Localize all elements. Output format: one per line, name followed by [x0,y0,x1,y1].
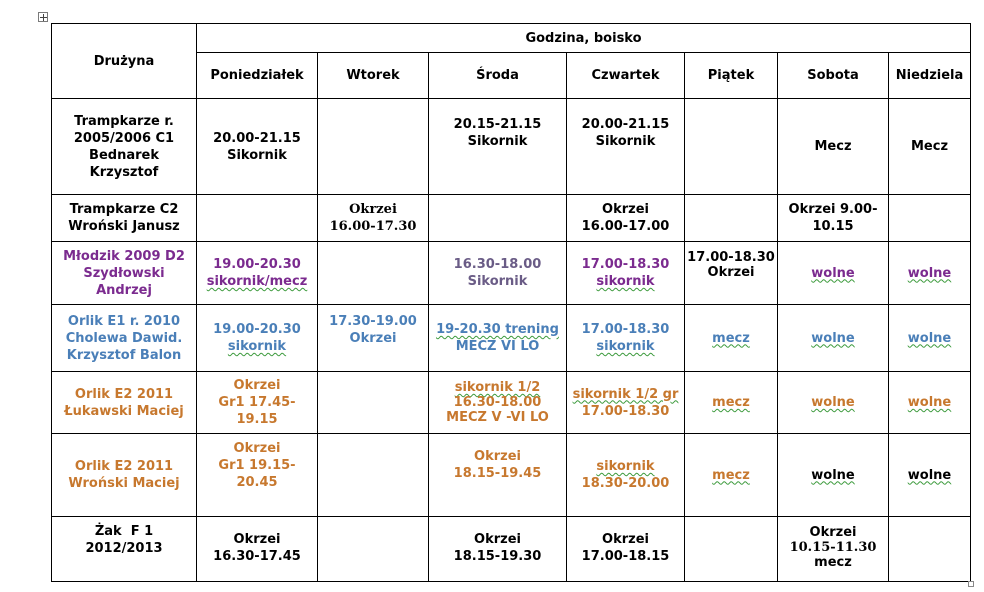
schedule-cell: 16.30-18.00 Sikornik [429,242,567,305]
table-row [52,305,971,372]
table-row [52,372,971,434]
schedule-cell [889,517,971,582]
schedule-cell [889,195,971,242]
schedule-cell: wolne [889,242,971,305]
table-row [52,242,971,305]
table-row [52,195,971,242]
schedule-cell: 17.00-18.30 Okrzei [685,242,778,305]
header-day-tuesday: Wtorek [318,53,429,99]
team-cell: Młodzik 2009 D2 Szydłowski Andrzej [52,242,197,305]
schedule-cell: Okrzei Gr1 19.15- 20.45 [197,434,318,517]
team-cell: Orlik E2 2011 Łukawski Maciej [52,372,197,434]
schedule-cell: Okrzei 17.00-18.15 [567,517,685,582]
schedule-cell [685,99,778,195]
schedule-cell [685,517,778,582]
table-row [52,434,971,517]
schedule-cell [429,195,567,242]
schedule-cell: wolne [778,434,889,517]
schedule-cell: Okrzei 9.00- 10.15 [778,195,889,242]
table-move-handle[interactable] [38,12,48,22]
table-resize-handle[interactable] [968,581,974,587]
header-day-thursday: Czwartek [567,53,685,99]
schedule-cell: wolne [778,372,889,434]
schedule-cell: Okrzei 18.15-19.45 [429,434,567,517]
schedule-cell: 17.00-18.30 sikornik [567,305,685,372]
team-cell: Trampkarze C2 Wroński Janusz [52,195,197,242]
header-day-wednesday: Środa [429,53,567,99]
schedule-cell: Okrzei 16.30-17.45 [197,517,318,582]
schedule-cell [197,195,318,242]
schedule-cell: wolne [889,372,971,434]
training-schedule-table [51,23,971,582]
header-day-monday: Poniedziałek [197,53,318,99]
schedule-cell: Mecz [778,99,889,195]
schedule-cell: 20.15-21.15 Sikornik [429,99,567,195]
schedule-cell: sikornik 1/2 gr 17.00-18.30 [567,372,685,434]
schedule-cell: Okrzei Gr1 17.45- 19.15 [197,372,318,434]
team-cell: Żak F 1 2012/2013 [52,517,197,582]
header-day-saturday: Sobota [778,53,889,99]
header-team: Drużyna [52,24,197,99]
schedule-cell: 19.00-20.30 sikornik [197,305,318,372]
schedule-cell: 19.00-20.30 sikornik/mecz [197,242,318,305]
schedule-cell: 20.00-21.15 Sikornik [567,99,685,195]
header-day-sunday: Niedziela [889,53,971,99]
schedule-cell: 17.00-18.30 sikornik [567,242,685,305]
schedule-cell: Okrzei 10.15-11.30 mecz [778,517,889,582]
schedule-cell: Okrzei 16.00-17.30 [318,195,429,242]
schedule-cell: Okrzei 18.15-19.30 [429,517,567,582]
schedule-cell: mecz [685,434,778,517]
schedule-cell: sikornik 1/2 16.30-18.00 MECZ V -VI LO [429,372,567,434]
schedule-cell [318,99,429,195]
schedule-cell [318,372,429,434]
schedule-cell: wolne [778,242,889,305]
schedule-cell: 17.30-19.00 Okrzei [318,305,429,372]
schedule-cell: 20.00-21.15 Sikornik [197,99,318,195]
schedule-cell: 19-20.30 trening MECZ VI LO [429,305,567,372]
schedule-cell: wolne [889,305,971,372]
schedule-cell: mecz [685,372,778,434]
header-group: Godzina, boisko [197,24,971,53]
schedule-cell: Mecz [889,99,971,195]
schedule-cell [685,195,778,242]
schedule-cell: sikornik 18.30-20.00 [567,434,685,517]
team-cell: Orlik E2 2011 Wroński Maciej [52,434,197,517]
schedule-cell [318,242,429,305]
schedule-cell: Okrzei 16.00-17.00 [567,195,685,242]
schedule-cell: wolne [778,305,889,372]
team-cell: Orlik E1 r. 2010 Cholewa Dawid. Krzysztof Balon [52,305,197,372]
schedule-cell: wolne [889,434,971,517]
schedule-cell: mecz [685,305,778,372]
schedule-cell [318,434,429,517]
schedule-cell [318,517,429,582]
header-day-friday: Piątek [685,53,778,99]
table-row [52,99,971,195]
table-row [52,517,971,582]
team-cell: Trampkarze r. 2005/2006 C1 Bednarek Krzysztof [52,99,197,195]
